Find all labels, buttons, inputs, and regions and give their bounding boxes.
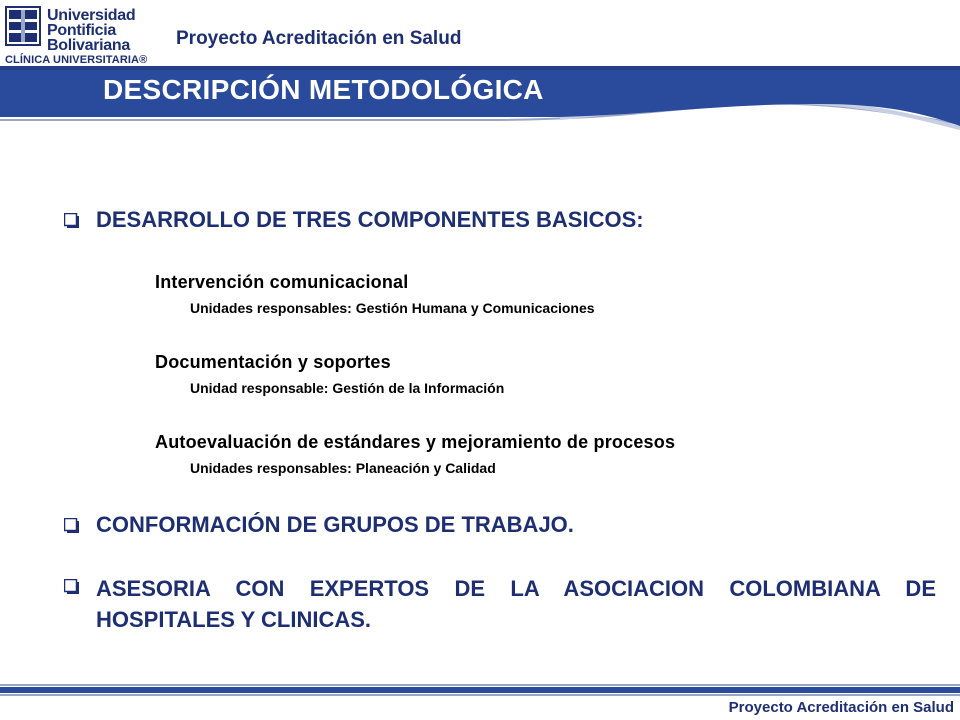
university-logo <box>3 4 163 68</box>
bullet-item <box>64 207 914 237</box>
component-name: Documentación y soportes <box>155 352 391 372</box>
component-detail: Unidades responsables: Planeación y Calidad <box>190 460 496 476</box>
bullet-label: CONFORMACIÓN DE GRUPOS DE TRABAJO. <box>96 512 574 537</box>
logo-name <box>47 8 135 53</box>
component-detail: Unidades responsables: Gestión Humana y Comunicaciones <box>190 300 595 316</box>
bullet-item <box>64 512 914 542</box>
bullet-label: ASESORIA CON EXPERTOS DE LA ASOCIACION COLOMBIANA DE HOSPITALES Y CLINICAS. <box>96 576 936 632</box>
logo-name-line: Pontificia <box>47 22 117 39</box>
logo-name-line: Universidad <box>47 7 136 24</box>
component-name: Intervención comunicacional <box>155 272 409 292</box>
checkbox-bullet-icon <box>64 518 79 533</box>
checkbox-bullet-icon <box>64 579 79 594</box>
checkbox-bullet-icon <box>64 213 79 228</box>
header-project-title: Proyecto Acreditación en Salud <box>176 28 462 49</box>
university-crest-icon <box>5 6 41 46</box>
logo-clinic-name: CLÍNICA UNIVERSITARIA® <box>5 54 148 66</box>
logo-name-line: Bolivariana <box>47 37 130 54</box>
bullet-label: DESARROLLO DE TRES COMPONENTES BASICOS: <box>96 207 644 232</box>
bullet-item <box>64 573 936 637</box>
component-name: Autoevaluación de estándares y mejoramiento de procesos <box>155 432 676 452</box>
component-detail: Unidad responsable: Gestión de la Información <box>190 380 505 396</box>
page-title: DESCRIPCIÓN METODOLÓGICA <box>103 74 544 105</box>
footer-project-title: Proyecto Acreditación en Salud <box>728 699 954 716</box>
footer-stripe <box>0 684 960 698</box>
